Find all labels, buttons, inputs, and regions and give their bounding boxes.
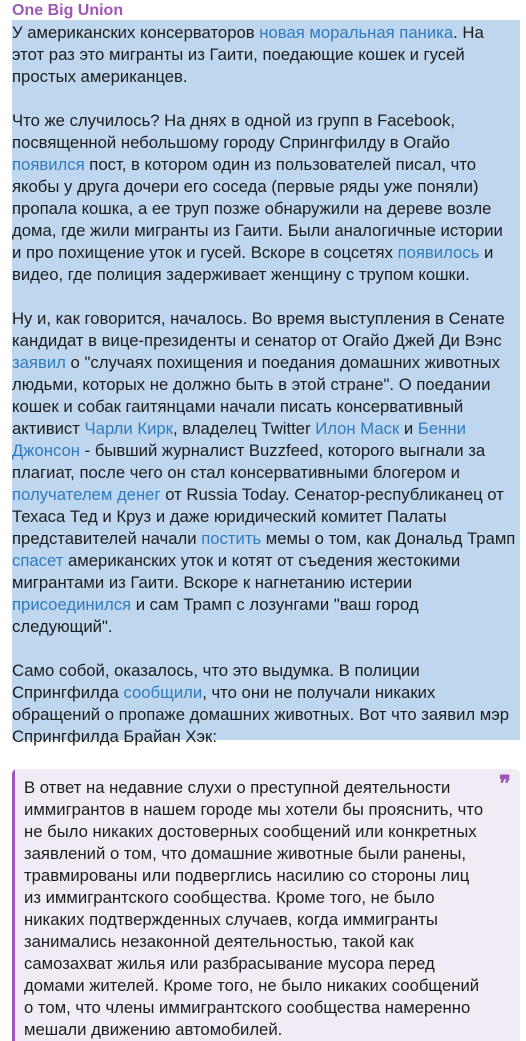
text-run: кошек и собак гаитянцами начали писать консервативный bbox=[12, 397, 464, 416]
text-run: дома, где жили мигранты из Гаити. Были аналогичные истории bbox=[12, 221, 503, 240]
text-run: пропала кошка, а ее труп позже обнаружили на дереве возле bbox=[12, 199, 492, 218]
text-run: представителей начали bbox=[12, 529, 202, 548]
text-run: следующий". bbox=[12, 617, 113, 636]
text-line bbox=[12, 594, 526, 616]
text-run: от Russia Today. Сенатор-республиканец от bbox=[160, 485, 504, 504]
inline-link[interactable]: заявил bbox=[12, 353, 66, 372]
inline-link[interactable]: Бенни bbox=[417, 419, 466, 438]
text-line bbox=[12, 572, 526, 594]
text-run: этот раз это мигранты из Гаити, поедающие кошек и гусей bbox=[12, 45, 465, 64]
text-run: мемы о том, как Дональд Трамп bbox=[261, 529, 516, 548]
inline-link[interactable]: появился bbox=[12, 155, 85, 174]
text-run: , что они не получали никаких bbox=[202, 683, 436, 702]
text-run: американских уток и котят от съедения жестокими bbox=[63, 551, 461, 570]
text-line bbox=[12, 22, 526, 44]
text-run: мигрантами из Гаити. Вскоре к нагнетанию истерии bbox=[12, 573, 413, 592]
blockquote bbox=[12, 769, 520, 1041]
text-line bbox=[12, 352, 526, 374]
inline-link[interactable]: постить bbox=[201, 529, 262, 548]
text-run: Спрингфилда bbox=[12, 683, 124, 702]
text-line bbox=[12, 330, 526, 352]
text-run: кандидат в вице-президенты и сенатор от Огайо Джей Ди Вэнс bbox=[12, 331, 502, 350]
text-run: плагиат, после чего он стал консервативными блогером и bbox=[12, 463, 460, 482]
quote-line: занимались незаконной деятельностью, такой как bbox=[24, 932, 414, 951]
text-line bbox=[12, 660, 526, 682]
paragraph-gap bbox=[12, 638, 526, 660]
text-line bbox=[12, 462, 526, 484]
inline-link[interactable]: получателем денег bbox=[12, 485, 161, 504]
inline-link[interactable]: сообщили bbox=[123, 683, 203, 702]
quote-line: самозахват жилья или разбрасывание мусора перед bbox=[24, 954, 435, 973]
text-line bbox=[12, 110, 526, 132]
inline-link[interactable]: Джонсон bbox=[12, 441, 80, 460]
paragraph-gap bbox=[12, 88, 526, 110]
text-line bbox=[12, 132, 526, 154]
inline-link[interactable]: новая моральная паника bbox=[259, 23, 454, 42]
text-line bbox=[12, 44, 526, 66]
text-run: и сам Трамп с лозунгами "ваш город bbox=[131, 595, 419, 614]
text-line bbox=[12, 308, 526, 330]
text-run: и про похищение уток и гусей. Вскоре в соцсетях bbox=[12, 243, 398, 262]
text-run: и bbox=[479, 243, 494, 262]
quote-line: травмированы или подверглись насилию со стороны лиц bbox=[24, 866, 470, 885]
quote-line: мешали движению автомобилей. bbox=[24, 1020, 283, 1039]
text-line bbox=[12, 682, 526, 704]
post-body bbox=[12, 22, 526, 748]
text-line bbox=[12, 550, 526, 572]
text-run: Спрингфилда Брайан Хэк: bbox=[12, 727, 217, 746]
text-line bbox=[12, 220, 526, 242]
quote-line: В ответ на недавние слухи о преступной деятельности bbox=[24, 778, 451, 797]
text-run: посвященной небольшому городу Спрингфилду в Огайо bbox=[12, 133, 450, 152]
text-run: простых американцев. bbox=[12, 67, 188, 86]
text-run: обращений о пропаже домашних животных. Вот что заявил мэр bbox=[12, 705, 510, 724]
blockquote-text bbox=[24, 777, 514, 1041]
text-run: Техаса Тед и Круз и даже юридический комитет Палаты bbox=[12, 507, 447, 526]
quote-line: заявлений о том, что домашние животные были ранены, bbox=[24, 844, 467, 863]
text-run: видео, где полиция задерживает женщину с трупом кошки. bbox=[12, 265, 470, 284]
quote-line: никаких подтвержденных случаев, когда иммигранты bbox=[24, 910, 438, 929]
text-line bbox=[12, 66, 526, 88]
text-line bbox=[12, 154, 526, 176]
text-run: . На bbox=[453, 23, 484, 42]
text-run: и bbox=[399, 419, 418, 438]
text-run: якобы у друга дочери его соседа (первые ряды уже поняли) bbox=[12, 177, 479, 196]
quote-line: домами жителей. Кроме того, не было никаких сообщений bbox=[24, 976, 480, 995]
text-line bbox=[12, 198, 526, 220]
quote-icon: ❞ bbox=[499, 771, 511, 797]
inline-link[interactable]: Илон Маск bbox=[315, 419, 400, 438]
inline-link[interactable]: появилось bbox=[397, 243, 480, 262]
text-run: , владелец Twitter bbox=[172, 419, 316, 438]
text-run: людьми, которых не должно быть в этой стране". О поедании bbox=[12, 375, 491, 394]
text-run: активист bbox=[12, 419, 85, 438]
text-run: о "случаях похищения и поедания домашних животных bbox=[65, 353, 500, 372]
text-line bbox=[12, 616, 526, 638]
text-run: пост, в котором один из пользователей писал, что bbox=[84, 155, 477, 174]
text-run: У американских консерваторов bbox=[12, 23, 260, 42]
text-line bbox=[12, 704, 526, 726]
blockquote-bar bbox=[12, 769, 15, 1041]
text-line bbox=[12, 264, 526, 286]
quote-line: не было никаких достоверных сообщений или конкретных bbox=[24, 822, 477, 841]
inline-link[interactable]: присоединился bbox=[12, 595, 132, 614]
text-run: Что же случилось? На днях в одной из групп в Facebook, bbox=[12, 111, 455, 130]
quote-line: о том, что члены иммигрантского сообщества намеренно bbox=[24, 998, 471, 1017]
text-run: - бывший журналист Buzzfeed, которого выгнали за bbox=[80, 441, 486, 460]
text-line bbox=[12, 374, 526, 396]
quote-line: из иммигрантского сообщества. Кроме того, не было bbox=[24, 888, 435, 907]
text-line bbox=[12, 418, 526, 440]
text-line bbox=[12, 528, 526, 550]
text-line bbox=[12, 484, 526, 506]
text-line bbox=[12, 242, 526, 264]
inline-link[interactable]: спасет bbox=[12, 551, 64, 570]
text-line bbox=[12, 726, 526, 748]
channel-name[interactable]: One Big Union bbox=[12, 2, 124, 19]
text-line bbox=[12, 396, 526, 418]
text-run: Ну и, как говорится, началось. Во время выступления в Сенате bbox=[12, 309, 505, 328]
text-run: Само собой, оказалось, что это выдумка. В полиции bbox=[12, 661, 420, 680]
text-line bbox=[12, 176, 526, 198]
quote-line: иммигрантов в нашем городе мы хотели бы прояснить, что bbox=[24, 800, 484, 819]
text-line bbox=[12, 506, 526, 528]
paragraph-gap bbox=[12, 286, 526, 308]
inline-link[interactable]: Чарли Кирк bbox=[84, 419, 173, 438]
text-line bbox=[12, 440, 526, 462]
